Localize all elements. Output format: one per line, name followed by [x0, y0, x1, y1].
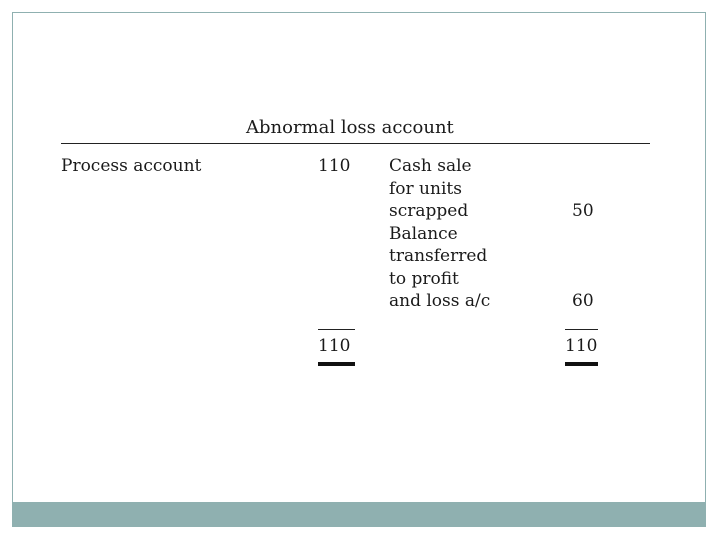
credit-line: scrapped: [389, 201, 469, 221]
debit-total-underline: [318, 362, 355, 366]
credit-amount-balance: 60: [572, 291, 594, 311]
credit-line: and loss a/c: [389, 291, 491, 311]
credit-description: [389, 155, 490, 313]
credit-line: Balance: [389, 223, 458, 244]
credit-line: for units: [389, 178, 462, 199]
debit-description: Process account: [61, 156, 202, 176]
credit-amount-cash-sale: 50: [572, 201, 594, 221]
credit-line: transferred: [389, 246, 488, 266]
credit-total: 110: [565, 336, 598, 356]
credit-sum-line: [565, 329, 598, 330]
footer-bar: [12, 502, 706, 527]
title-rule: [61, 143, 650, 144]
credit-total-underline: [565, 362, 598, 366]
debit-total: 110: [318, 336, 351, 356]
credit-line: Cash sale: [389, 156, 472, 176]
debit-sum-line: [318, 329, 355, 330]
slide-frame: [12, 12, 706, 527]
credit-line: to profit: [389, 268, 459, 289]
account-title: Abnormal loss account: [246, 117, 454, 138]
debit-amount: 110: [318, 156, 351, 176]
